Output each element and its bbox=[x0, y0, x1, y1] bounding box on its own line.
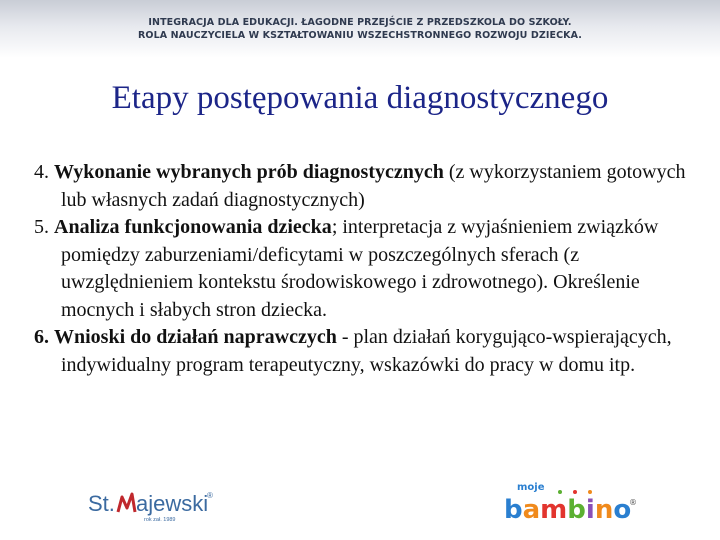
header-line-2: ROLA NAUCZYCIELA W KSZTAŁTOWANIU WSZECHSTRONNEGO ROZWOJU DZIECKA. bbox=[138, 30, 582, 41]
item-heading: Wykonanie wybranych prób diagnostycznych bbox=[54, 161, 444, 183]
st-majewski-logo bbox=[86, 484, 216, 524]
item-number: 5. bbox=[34, 216, 49, 238]
svg-text:®: ® bbox=[207, 491, 213, 500]
header-caption bbox=[0, 16, 720, 42]
header-line-1: INTEGRACJA DLA EDUKACJI. ŁAGODNE PRZEJŚCIE Z PRZEDSZKOLA DO SZKOŁY. bbox=[148, 17, 572, 28]
item-text: ; interpretacja z wyjaśnieniem związków pomiędzy zaburzeniami/deficytami w poszczególnych sferach (z uwzględnieniem kontekstu środowiskowego i zdrowotnego). Określenie mocnych i słabych stron dziecka. bbox=[61, 216, 659, 321]
svg-text:rok zał. 1989: rok zał. 1989 bbox=[144, 517, 176, 523]
svg-text:ajewski: ajewski bbox=[136, 491, 209, 516]
item-number: 4. bbox=[34, 161, 49, 183]
item-text: - plan działań korygująco-wspierających, indywidualny program terapeutyczny, wskazówki do pracy w domu itp. bbox=[61, 326, 672, 376]
svg-text:®: ® bbox=[629, 498, 637, 507]
list-item-6 bbox=[34, 324, 702, 379]
svg-text:St.: St. bbox=[88, 491, 115, 516]
item-number: 6. bbox=[34, 326, 49, 348]
slide-title: Etapy postępowania diagnostycznego bbox=[111, 80, 609, 116]
moje-bambino-logo bbox=[500, 478, 640, 526]
item-heading: Wnioski do działań naprawczych bbox=[54, 326, 337, 348]
list-item-4 bbox=[34, 159, 702, 214]
svg-text:bambino: bambino bbox=[504, 495, 632, 525]
svg-text:moje: moje bbox=[517, 482, 545, 493]
slide-content bbox=[34, 159, 702, 379]
item-text: (z wykorzystaniem gotowych lub własnych zadań diagnostycznych) bbox=[61, 161, 686, 211]
list-item-5 bbox=[34, 214, 702, 324]
item-heading: Analiza funkcjonowania dziecka bbox=[54, 216, 332, 238]
